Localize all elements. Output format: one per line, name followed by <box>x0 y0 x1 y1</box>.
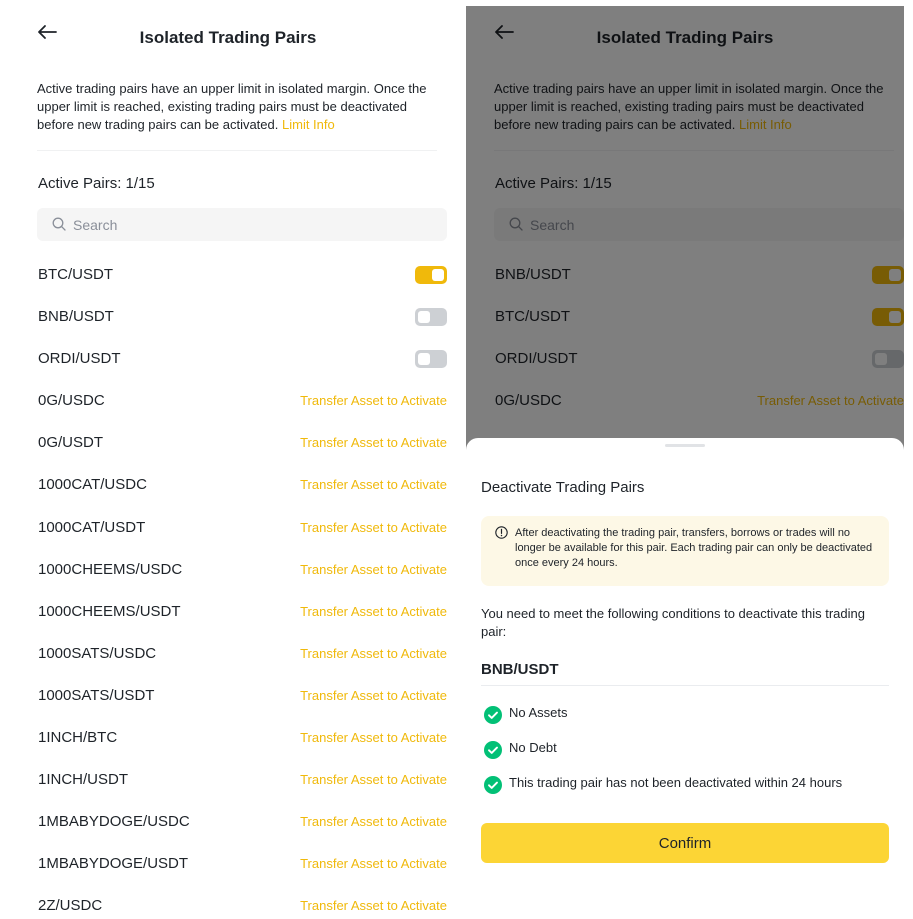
pair-row[interactable] <box>9 799 447 841</box>
pair-row[interactable] <box>9 757 447 799</box>
pair-row[interactable] <box>9 505 447 547</box>
pair-row[interactable] <box>9 631 447 673</box>
pair-row[interactable] <box>9 589 447 631</box>
description <box>37 80 437 134</box>
transfer-asset-link[interactable]: Transfer Asset to Activate <box>300 477 447 493</box>
pair-row[interactable] <box>9 547 447 589</box>
pair-name: 1000SATS/USDC <box>38 644 157 662</box>
check-circle-icon <box>484 776 502 794</box>
condition-label: No Debt <box>509 740 557 755</box>
search-bar[interactable] <box>37 208 447 241</box>
condition-no-debt <box>481 735 889 770</box>
condition-not-recently-deactivated <box>481 770 889 805</box>
pair-name: 2Z/USDC <box>38 897 103 915</box>
pair-name: 1MBABYDOGE/USDC <box>38 813 190 831</box>
pair-name: BNB/USDT <box>38 308 114 326</box>
pair-row[interactable] <box>9 883 447 919</box>
active-pairs-count: Active Pairs: 1/15 <box>38 175 155 192</box>
transfer-asset-link[interactable]: Transfer Asset to Activate <box>300 393 447 409</box>
limit-info-link[interactable]: Limit Info <box>282 117 335 132</box>
pair-name: 1000CHEEMS/USDC <box>38 560 183 578</box>
pair-name: 1000CAT/USDC <box>38 476 147 494</box>
condition-list <box>481 700 889 805</box>
notice-box <box>481 516 889 586</box>
transfer-asset-link[interactable]: Transfer Asset to Activate <box>300 814 447 830</box>
toggle-knob <box>418 353 430 365</box>
pair-name: 1000SATS/USDT <box>38 686 155 704</box>
check-circle-icon <box>484 741 502 759</box>
toggle-knob <box>418 311 430 323</box>
transfer-asset-link[interactable]: Transfer Asset to Activate <box>300 898 447 914</box>
info-icon <box>495 526 508 539</box>
transfer-asset-link[interactable]: Transfer Asset to Activate <box>300 687 447 703</box>
deactivate-sheet <box>466 438 904 919</box>
divider <box>481 685 889 686</box>
pair-row[interactable] <box>9 715 447 757</box>
pair-row[interactable] <box>9 420 447 462</box>
conditions-intro: You need to meet the following conditions to deactivate this trading pair: <box>481 606 865 639</box>
pair-row[interactable] <box>9 378 447 420</box>
notice-text: After deactivating the trading pair, transfers, borrows or trades will no longer be available for this pair. Each trading pair can only be deactivated once every 24 hours. <box>515 527 873 569</box>
toggle-knob <box>432 269 444 281</box>
transfer-asset-link[interactable]: Transfer Asset to Activate <box>300 561 447 577</box>
transfer-asset-link[interactable]: Transfer Asset to Activate <box>300 519 447 535</box>
sheet-title: Deactivate Trading Pairs <box>481 479 645 496</box>
selected-pair: BNB/USDT <box>481 661 559 678</box>
pair-name: 0G/USDC <box>38 392 105 410</box>
pair-name: 1000CHEEMS/USDT <box>38 602 181 620</box>
header <box>9 6 447 58</box>
pair-row[interactable] <box>9 336 447 378</box>
pair-row[interactable] <box>9 294 447 336</box>
condition-no-assets <box>481 700 889 735</box>
right-screen <box>466 6 904 919</box>
pair-name: BTC/USDT <box>38 266 113 283</box>
pair-name: 1MBABYDOGE/USDT <box>38 855 189 873</box>
pair-row[interactable] <box>9 462 447 504</box>
pair-name: 0G/USDT <box>38 434 104 452</box>
search-icon <box>52 217 66 231</box>
divider <box>37 150 437 151</box>
sheet-grab-handle[interactable] <box>665 444 705 447</box>
pair-name: 1INCH/BTC <box>38 729 118 747</box>
check-circle-icon <box>484 706 502 724</box>
pair-toggle[interactable] <box>415 350 447 368</box>
search-input[interactable] <box>73 208 401 241</box>
transfer-asset-link[interactable]: Transfer Asset to Activate <box>300 603 447 619</box>
pair-toggle[interactable] <box>415 308 447 326</box>
page-title: Isolated Trading Pairs <box>139 28 317 47</box>
transfer-asset-link[interactable]: Transfer Asset to Activate <box>300 772 447 788</box>
pair-name: 1000CAT/USDT <box>38 518 146 536</box>
pair-name: 1INCH/USDT <box>38 771 129 789</box>
pair-list <box>9 252 447 919</box>
left-screen <box>9 6 447 919</box>
transfer-asset-link[interactable]: Transfer Asset to Activate <box>300 856 447 872</box>
pair-name: ORDI/USDT <box>38 350 121 368</box>
transfer-asset-link[interactable]: Transfer Asset to Activate <box>300 645 447 661</box>
pair-row[interactable] <box>9 673 447 715</box>
transfer-asset-link[interactable]: Transfer Asset to Activate <box>300 730 447 746</box>
pair-toggle[interactable] <box>415 266 447 284</box>
confirm-button[interactable]: Confirm <box>481 823 889 863</box>
pair-row[interactable] <box>9 841 447 883</box>
description-text: Active trading pairs have an upper limit in isolated margin. Once the upper limit is reached, existing trading pairs must be deactivated before new trading pairs can be activated. <box>37 81 427 132</box>
condition-label: No Assets <box>509 705 568 720</box>
pair-row[interactable] <box>9 252 447 294</box>
transfer-asset-link[interactable]: Transfer Asset to Activate <box>300 435 447 451</box>
condition-label: This trading pair has not been deactivated within 24 hours <box>509 775 843 790</box>
